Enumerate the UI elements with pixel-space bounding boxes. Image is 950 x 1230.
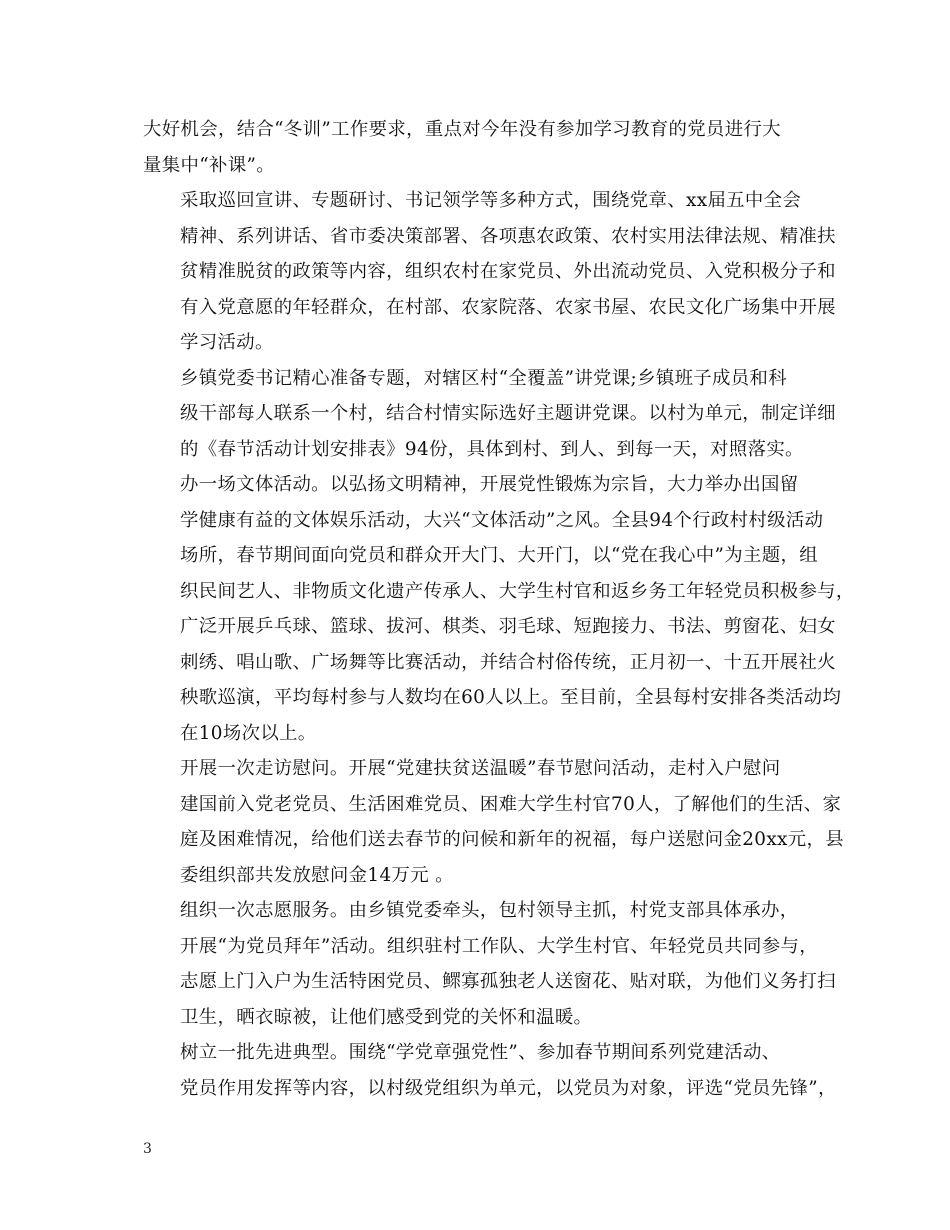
text-line: 庭及困难情况，给他们送去春节的问候和新年的祝福，每户送慰问金20xx元，县 <box>180 829 844 850</box>
document-body <box>143 112 855 1106</box>
text-line: 树立一批先进典型。围绕“学党章强党性”、参加春节期间系列党建活动、 <box>180 1042 781 1063</box>
text-line: 志愿上门入户为生活特困党员、鳏寡孤独老人送窗花、贴对联，为他们义务打扫 <box>180 971 836 992</box>
text-line: 采取巡回宣讲、专题研讨、书记领学等多种方式，围绕党章、xx届五中全会 <box>180 190 802 211</box>
text-line: 办一场文体活动。以弘扬文明精神，开展党性锻炼为宗旨，大力举办出国留 <box>180 474 799 495</box>
text-line: 秧歌巡演，平均每村参与人数均在60人以上。至目前，全县每村安排各类活动均 <box>180 687 842 708</box>
text-line: 在10场次以上。 <box>180 722 317 744</box>
text-line: 量集中“补课”。 <box>143 154 275 176</box>
paragraph <box>143 467 855 751</box>
paragraph <box>143 361 836 468</box>
text-line: 大好机会，结合“冬训”工作要求，重点对今年没有参加学习教育的党员进行大 <box>143 119 781 140</box>
text-line: 的《春节活动计划安排表》94份，具体到村、到人、到每一天，对照落实。 <box>180 438 804 460</box>
paragraph <box>143 183 836 361</box>
text-line: 织民间艺人、非物质文化遗产传承人、大学生村官和返乡务工年轻党员积极参与， <box>180 580 855 602</box>
text-line: 广泛开展乒乓球、篮球、拔河、棋类、羽毛球、短跑接力、书法、剪窗花、妇女 <box>180 616 836 637</box>
text-line: 党员作用发挥等内容，以村级党组织为单元，以党员为对象，评选“党员先锋”， <box>180 1077 837 1099</box>
text-line: 有入党意愿的年轻群众，在村部、农家院落、农家书屋、农民文化广场集中开展 <box>180 296 836 318</box>
text-line: 开展一次走访慰问。开展“党建扶贫送温暖”春节慰问活动，走村入户慰问 <box>180 758 781 779</box>
text-line: 级干部每人联系一个村，结合村情实际选好主题讲党课。以村为单元，制定详细 <box>180 403 836 424</box>
text-line: 学健康有益的文体娱乐活动，大兴“文体活动”之风。全县94个行政村村级活动 <box>180 509 824 531</box>
page-number: 3 <box>143 1141 152 1157</box>
text-line: 乡镇党委书记精心准备专题，对辖区村“全覆盖”讲党课;乡镇班子成员和科 <box>180 367 788 389</box>
text-line: 学习活动。 <box>180 332 274 353</box>
text-line: 组织一次志愿服务。由乡镇党委牵头，包村领导主抓，村党支部具体承办， <box>180 900 799 921</box>
text-line: 卫生，晒衣晾被，让他们感受到党的关怀和温暖。 <box>180 1006 593 1028</box>
text-line: 刺绣、唱山歌、广场舞等比赛活动，并结合村俗传统，正月初一、十五开展社火 <box>180 651 836 673</box>
text-line: 场所，春节期间面向党员和群众开大门、大开门，以“党在我心中”为主题，组 <box>180 545 818 566</box>
paragraph <box>143 112 823 183</box>
text-line: 委组织部共发放慰问金14万元 。 <box>180 864 454 886</box>
paragraph <box>143 893 836 1035</box>
text-line: 建国前入党老党员、生活困难党员、困难大学生村官70人，了解他们的生活、家 <box>180 793 842 815</box>
paragraph <box>143 1035 837 1106</box>
text-line: 精神、系列讲话、省市委决策部署、各项惠农政策、农村实用法律法规、精准扶 <box>180 225 836 247</box>
text-line: 开展“为党员拜年”活动。组织驻村工作队、大学生村官、年轻党员共同参与， <box>180 935 818 957</box>
paragraph <box>143 751 844 893</box>
text-line: 贫精准脱贫的政策等内容，组织农村在家党员、外出流动党员、入党积极分子和 <box>180 261 836 282</box>
